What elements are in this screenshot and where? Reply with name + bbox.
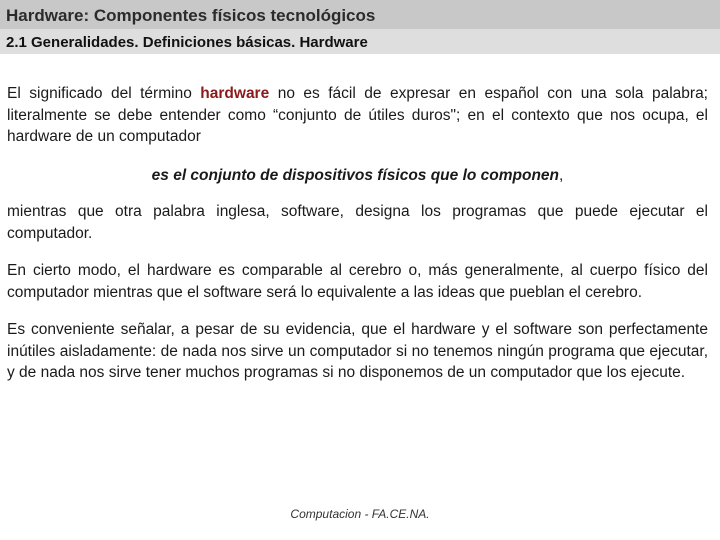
paragraph-interdependence: Es conveniente señalar, a pesar de su evidencia, que el hardware y el software son perfectamente inútiles aisladamente: de nada nos sirve un computador si no tenemos ningún programa que ejecutar, y de nada nos sirve tener muchos programas si no disponemos de un computador que los ejecute. bbox=[7, 321, 708, 381]
paragraph-definition bbox=[7, 83, 708, 148]
title-bar bbox=[0, 0, 720, 29]
paragraph-definition-start: El significado del término bbox=[7, 85, 201, 102]
emphasis-definition bbox=[7, 165, 708, 187]
document-body bbox=[7, 83, 708, 384]
subtitle-bar bbox=[0, 29, 720, 54]
paragraph-software: mientras que otra palabra inglesa, software, designa los programas que puede ejecutar el computador. bbox=[7, 203, 708, 242]
keyword-hardware: hardware bbox=[200, 85, 270, 102]
section-heading: 2.1 Generalidades. Definiciones básicas. Hardware bbox=[6, 34, 368, 51]
footer bbox=[0, 507, 720, 521]
emphasis-comma: , bbox=[559, 166, 564, 184]
emphasis-text: es el conjunto de dispositivos físicos que lo componen bbox=[151, 166, 560, 184]
paragraph-analogy: En cierto modo, el hardware es comparable al cerebro o, más generalmente, al cuerpo físico del computador mientras que el software será lo equivalente a las ideas que pueblan el cerebro. bbox=[7, 262, 708, 301]
footer-text: Computacion - FA.CE.NA. bbox=[290, 507, 430, 521]
paragraph-definition-end: no es fácil de expresar en español con una sola palabra; literalmente se debe entender como “conjunto de útiles duros"; en el contexto que nos ocupa, el hardware de un computador bbox=[7, 85, 708, 145]
page-title: Hardware: Componentes físicos tecnológicos bbox=[6, 6, 376, 25]
